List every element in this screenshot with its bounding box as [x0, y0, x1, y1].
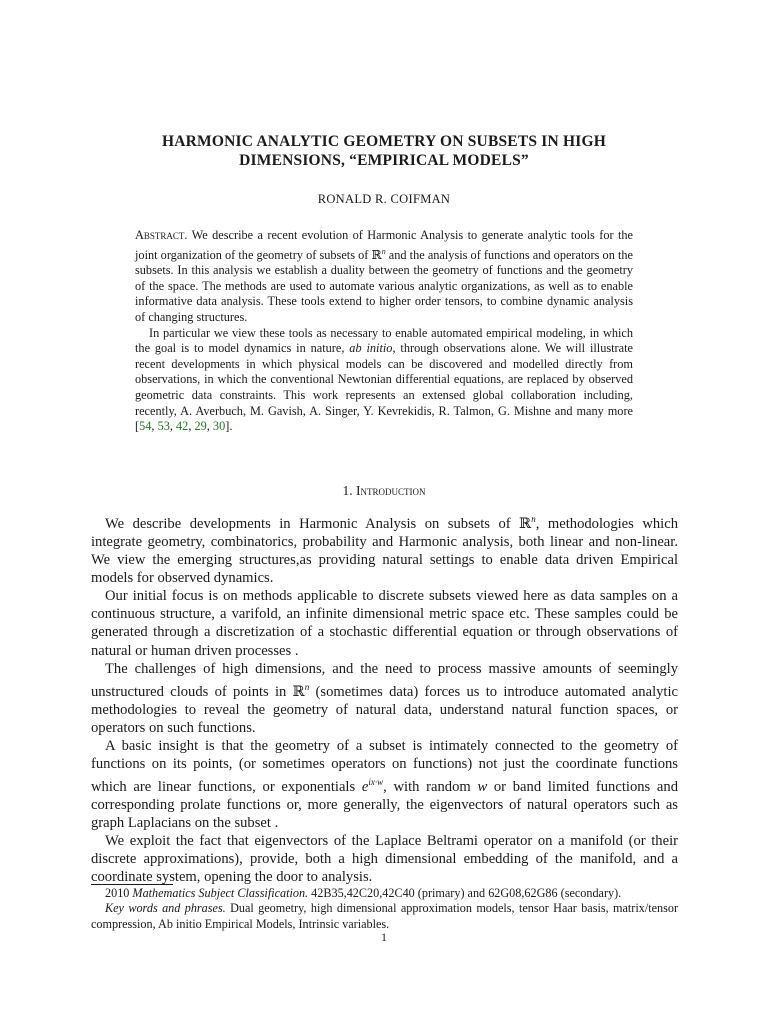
superscript-n: n	[531, 514, 536, 524]
math-variable: w	[477, 778, 488, 795]
superscript-n: n	[381, 246, 386, 256]
footnote-label: Mathematics Subject Classification.	[132, 886, 309, 900]
citation-link[interactable]: 54	[139, 419, 152, 434]
emphasis: ab initio	[349, 341, 393, 356]
citation-link[interactable]: 53	[157, 419, 170, 434]
footnote-text: 42B35,42C20,42C40 (primary) and 62G08,62G86 (secondary).	[308, 886, 622, 900]
body-text-run: , with random	[383, 778, 478, 795]
author-name: RONALD R. COIFMAN	[317, 192, 451, 206]
citation-link[interactable]: 30	[212, 419, 226, 434]
body-paragraph-3	[91, 660, 678, 737]
abstract-paragraph-2: In particular we view these tools as necessary to enable automated empirical modeling, in which the goal is to model dynamics in nature, ab initio, through observations alone. We will illustrate recent developments in which physical models can be discovered and modelled directly from observations, in which the conventional Newtonian differential equations, are replaced by observed geometric data constraints. This work represents an extensed global collaboration including, recently, A. Averbuch, M. Gavish, A. Singer, Y. Kevrekidis, R. Talmon, G. Mishne and many more [54, 53, 42, 29, 30].	[135, 325, 633, 434]
abstract-label: Abstract.	[135, 228, 188, 242]
math-exponential: e	[361, 778, 369, 795]
section-title: Introduction	[356, 483, 426, 498]
abstract-text: In particular we view these tools as necessary to enable automated empirical modeling, in which the goal is to model dynamics in nature,	[135, 325, 633, 356]
abstract-text: ].	[225, 419, 233, 434]
citation-link[interactable]: 29	[194, 419, 207, 434]
paper-title	[100, 132, 668, 170]
body-paragraph-5: We exploit the fact that eigenvectors of the Laplace Beltrami operator on a manifold (or their discrete approximations), provide, both a high dimensional embedding of the manifold, and a coordinate system, opening the door to analysis.	[91, 833, 678, 886]
footnote-msc	[91, 886, 678, 901]
body-text-run: , methodologies which integrate geometry, combinatorics, probability and Harmonic analysis, both linear and non-linear. We view the emerging structures,as providing natural settings to enable data driven Empirical models for observed dynamics.	[91, 515, 678, 587]
section-number: 1.	[342, 483, 353, 498]
body-text-run: The challenges of high dimensions, and the need to process massive amounts of seemingly unstructured clouds of points in ℝ	[91, 660, 678, 700]
body-text-run: (sometimes data) forces us to introduce automated analytic methodologies to reveal the geometry of natural data, understand natural function spaces, or operators on such functions.	[91, 683, 679, 736]
body-text-run: A basic insight is that the geometry of a subset is intimately connected to the geometry of functions on its points, (or sometimes operators on functions) not just the coordinate functions which are linear functions, or exponentials	[91, 737, 678, 795]
body-text-run: or band limited functions and corresponding prolate functions or, more generally, the eigenvectors of natural operators such as graph Laplacians on the subset .	[91, 778, 678, 832]
superscript-n: n	[304, 681, 310, 692]
footnote-label: Key words and phrases.	[105, 901, 226, 916]
footnote-text: Dual geometry, high dimensional approximation models, tensor Haar basis, matrix/tensor compression, Ab initio Empirical Models, Intrinsic variables.	[91, 901, 679, 931]
abstract-text: and the analysis of functions and operators on the subsets. In this analysis we establish a duality between the geometry of functions and the geometry of the space. The methods are used to automate various analytic organizations, as well as to enable informative data analysis. These tools extend to higher order tensors, to combine dynamic analysis of changing structures.	[135, 247, 633, 325]
citation-link[interactable]: 42	[176, 419, 189, 434]
math-exponent: ix·w	[368, 777, 384, 788]
abstract-paragraph-1	[135, 228, 633, 326]
title-line-2: DIMENSIONS, “EMPIRICAL MODELS”	[239, 152, 529, 169]
body-paragraph-2: Our initial focus is on methods applicable to discrete subsets viewed here as data samples on a continuous structure, a varifold, an infinite dimensional metric space etc. These samples could be generated through a discretization of a stochastic differential equation or through observations of natural or human driven processes .	[91, 588, 678, 659]
page-number: 1	[381, 932, 387, 944]
abstract-text: We describe a recent evolution of Harmonic Analysis to generate analytic tools for the joint organization of the geometry of subsets of ℝ	[135, 228, 633, 262]
footnotes	[91, 886, 678, 932]
body-paragraph-4	[91, 737, 678, 832]
body-text	[91, 510, 678, 886]
body-text-run: We describe developments in Harmonic Analysis on subsets of ℝ	[105, 515, 532, 532]
abstract-text: , through observations alone. We will illustrate recent developments in which physical models can be discovered and modelled directly from observations, in which the conventional Newtonian differential equations, are replaced by observed geometric data constraints. This work represents an extensed global collaboration including, recently, A. Averbuch, M. Gavish, A. Singer, Y. Kevrekidis, R. Talmon, G. Mishne and many more [	[135, 341, 633, 434]
footnote-text: 2010	[105, 886, 133, 900]
footnote-keywords	[91, 901, 678, 932]
section-heading	[100, 483, 668, 499]
body-paragraph-1	[91, 510, 678, 587]
title-line-1: HARMONIC ANALYTIC GEOMETRY ON SUBSETS IN HIGH	[162, 133, 606, 150]
abstract	[135, 228, 633, 435]
footnote-divider	[91, 884, 173, 885]
